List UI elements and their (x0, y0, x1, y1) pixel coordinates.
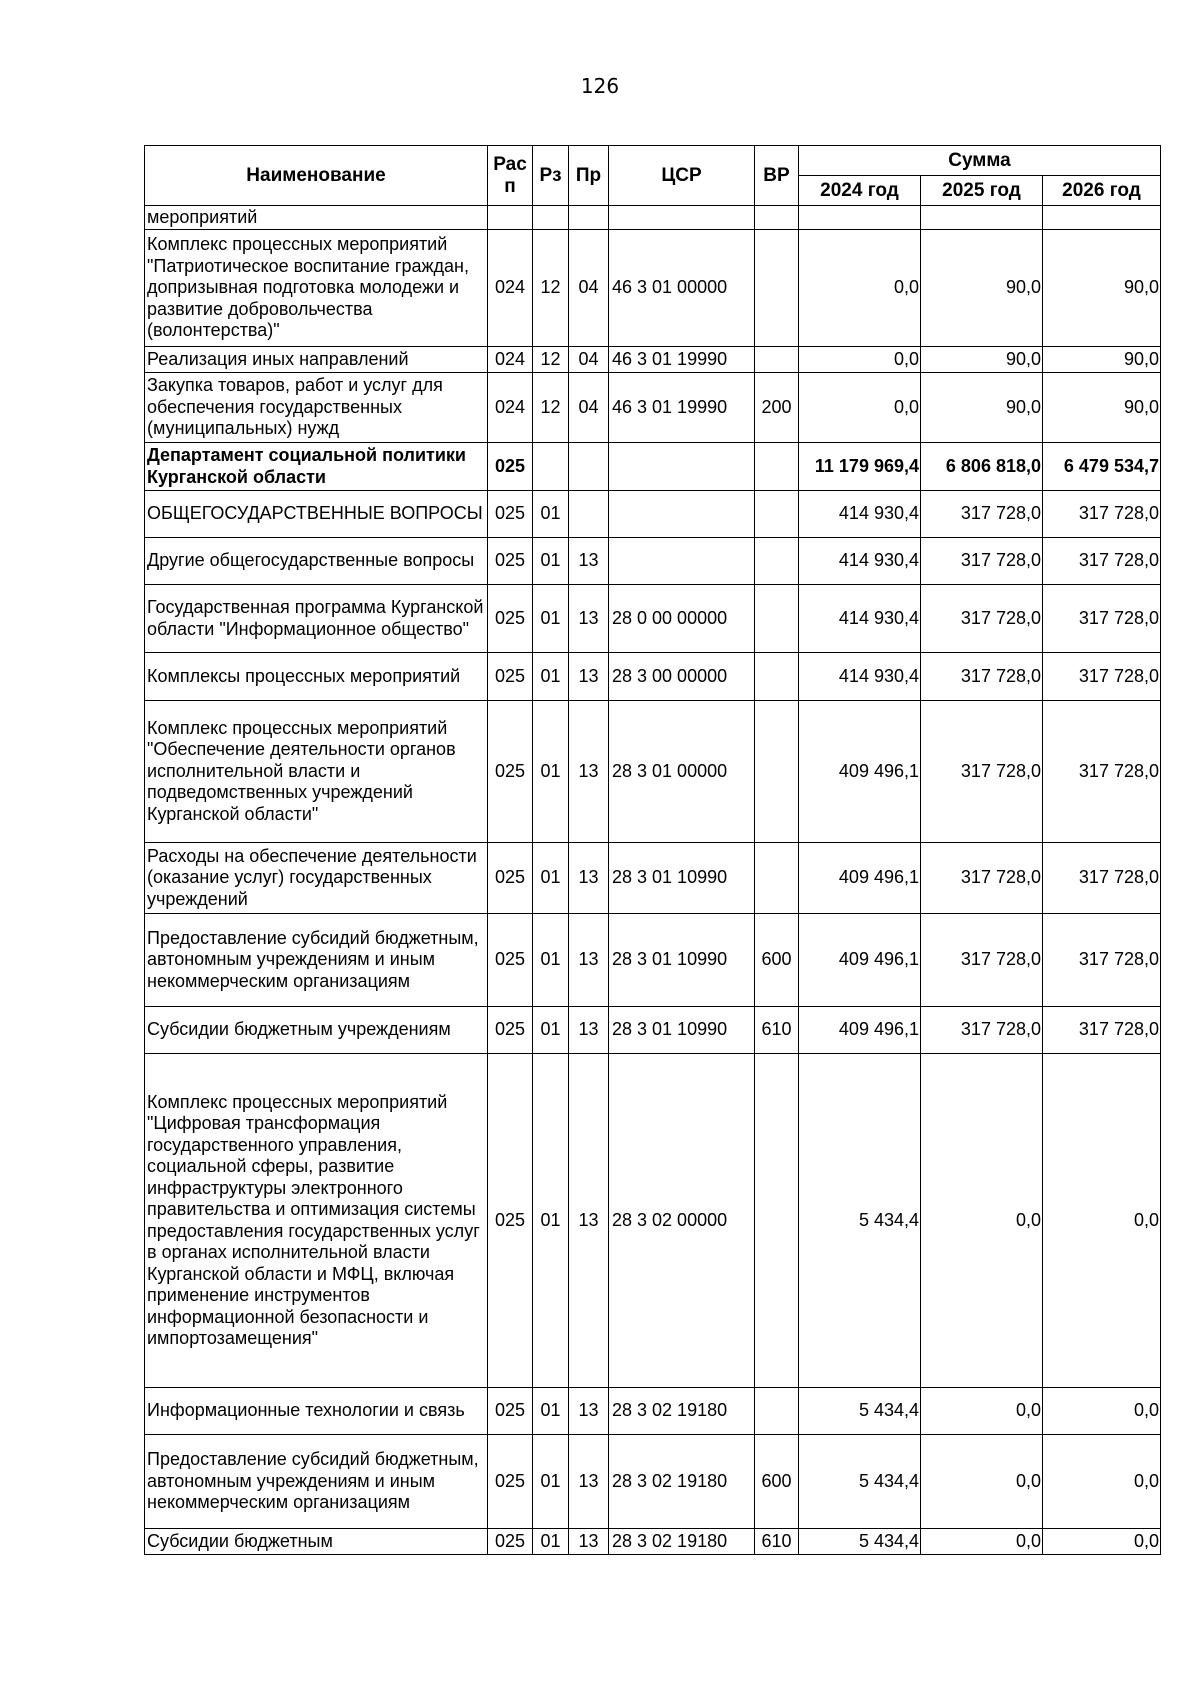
row-name-cell: Комплекс процессных мероприятий "Обеспечение деятельности органов исполнительной власти и подведомственных учреждений Курганской области" (145, 701, 488, 843)
table-row (145, 1388, 1161, 1435)
row-sum-2025-cell: 90,0 (921, 230, 1043, 347)
table-body (145, 206, 1161, 1555)
row-sum-2024-cell: 414 930,4 (799, 491, 921, 538)
row-sum-2025-cell: 0,0 (921, 1054, 1043, 1388)
row-name-cell: ОБЩЕГОСУДАРСТВЕННЫЕ ВОПРОСЫ (145, 491, 488, 538)
row-name-cell: Комплексы процессных мероприятий (145, 653, 488, 701)
row-rz-cell: 01 (533, 653, 569, 701)
row-sum-2025-cell: 317 728,0 (921, 585, 1043, 653)
row-pr-cell: 13 (569, 1388, 609, 1435)
row-sum-2024-cell: 414 930,4 (799, 538, 921, 585)
row-rz-cell: 01 (533, 1007, 569, 1054)
row-sum-2025-cell: 0,0 (921, 1388, 1043, 1435)
row-sum-2026-cell: 317 728,0 (1043, 653, 1161, 701)
row-csr-cell (609, 443, 755, 491)
row-rasp-cell: 025 (488, 1388, 533, 1435)
row-sum-2026-cell: 317 728,0 (1043, 843, 1161, 914)
row-sum-2026-cell: 0,0 (1043, 1435, 1161, 1529)
row-vr-cell (755, 230, 799, 347)
row-csr-cell: 46 3 01 19990 (609, 347, 755, 373)
row-sum-2026-cell: 317 728,0 (1043, 585, 1161, 653)
row-sum-2024-cell: 5 434,4 (799, 1529, 921, 1555)
row-rasp-cell: 025 (488, 538, 533, 585)
page-number: 126 (580, 74, 620, 98)
row-name-cell: Субсидии бюджетным (145, 1529, 488, 1555)
row-sum-2025-cell: 317 728,0 (921, 843, 1043, 914)
header-rasp: Рас п (488, 146, 533, 206)
row-pr-cell: 04 (569, 373, 609, 443)
row-pr-cell: 13 (569, 914, 609, 1007)
row-csr-cell: 28 3 01 10990 (609, 1007, 755, 1054)
row-vr-cell (755, 843, 799, 914)
row-sum-2025-cell: 90,0 (921, 373, 1043, 443)
row-csr-cell: 28 3 02 00000 (609, 1054, 755, 1388)
row-sum-2025-cell: 317 728,0 (921, 701, 1043, 843)
table-row (145, 1054, 1161, 1388)
row-rasp-cell: 025 (488, 1007, 533, 1054)
table-row (145, 206, 1161, 230)
row-name-cell: Информационные технологии и связь (145, 1388, 488, 1435)
table-header (145, 146, 1161, 206)
row-pr-cell: 13 (569, 843, 609, 914)
table-row (145, 443, 1161, 491)
row-sum-2024-cell: 409 496,1 (799, 914, 921, 1007)
row-rz-cell: 01 (533, 914, 569, 1007)
row-rasp-cell: 024 (488, 347, 533, 373)
row-sum-2025-cell: 317 728,0 (921, 1007, 1043, 1054)
row-pr-cell: 13 (569, 1054, 609, 1388)
row-rasp-cell: 025 (488, 1435, 533, 1529)
row-sum-2025-cell: 317 728,0 (921, 914, 1043, 1007)
row-vr-cell (755, 701, 799, 843)
row-sum-2026-cell: 0,0 (1043, 1054, 1161, 1388)
row-rasp-cell: 025 (488, 491, 533, 538)
row-name-cell: Комплекс процессных мероприятий "Цифровая трансформация государственного управления, социальной сферы, развитие инфраструктуры электронного правительства и оптимизация системы предоставления государственных услуг в органах исполнительной власти Курганской области и МФЦ, включая применение инструментов информационной безопасности и импортозамещения" (145, 1054, 488, 1388)
row-sum-2025-cell: 90,0 (921, 347, 1043, 373)
table-row (145, 347, 1161, 373)
row-name-cell: Департамент социальной политики Курганской области (145, 443, 488, 491)
row-csr-cell: 28 3 02 19180 (609, 1388, 755, 1435)
row-rasp-cell: 025 (488, 653, 533, 701)
row-name-cell: Предоставление субсидий бюджетным, автономным учреждениям и иным некоммерческим организациям (145, 914, 488, 1007)
table-row (145, 914, 1161, 1007)
row-pr-cell: 04 (569, 347, 609, 373)
header-sum: Сумма (799, 146, 1161, 176)
row-sum-2026-cell: 0,0 (1043, 1529, 1161, 1555)
row-vr-cell (755, 443, 799, 491)
row-rz-cell: 01 (533, 1435, 569, 1529)
row-name-cell: Другие общегосударственные вопросы (145, 538, 488, 585)
row-sum-2025-cell: 0,0 (921, 1435, 1043, 1529)
row-sum-2026-cell: 0,0 (1043, 1388, 1161, 1435)
row-pr-cell: 13 (569, 1007, 609, 1054)
row-name-cell: Государственная программа Курганской области "Информационное общество" (145, 585, 488, 653)
row-csr-cell: 28 3 02 19180 (609, 1435, 755, 1529)
row-sum-2024-cell: 5 434,4 (799, 1054, 921, 1388)
row-vr-cell (755, 653, 799, 701)
row-csr-cell: 28 3 01 10990 (609, 914, 755, 1007)
header-rz: Рз (533, 146, 569, 206)
row-pr-cell: 13 (569, 538, 609, 585)
row-csr-cell: 28 3 00 00000 (609, 653, 755, 701)
row-sum-2024-cell: 0,0 (799, 230, 921, 347)
row-csr-cell: 28 3 01 00000 (609, 701, 755, 843)
table-row (145, 1529, 1161, 1555)
row-rasp-cell: 025 (488, 585, 533, 653)
row-name-cell: Расходы на обеспечение деятельности (оказание услуг) государственных учреждений (145, 843, 488, 914)
row-rz-cell: 01 (533, 585, 569, 653)
row-vr-cell: 600 (755, 914, 799, 1007)
row-sum-2025-cell: 317 728,0 (921, 491, 1043, 538)
header-csr: ЦСР (609, 146, 755, 206)
row-rz-cell: 01 (533, 701, 569, 843)
row-sum-2025-cell: 317 728,0 (921, 653, 1043, 701)
row-rz-cell: 01 (533, 1054, 569, 1388)
row-pr-cell: 13 (569, 701, 609, 843)
row-rasp-cell: 024 (488, 230, 533, 347)
row-vr-cell (755, 347, 799, 373)
row-rasp-cell: 024 (488, 373, 533, 443)
row-rz-cell: 01 (533, 1388, 569, 1435)
row-csr-cell: 28 3 01 10990 (609, 843, 755, 914)
row-sum-2025-cell (921, 206, 1043, 230)
row-csr-cell (609, 206, 755, 230)
row-pr-cell: 13 (569, 1529, 609, 1555)
row-vr-cell (755, 1054, 799, 1388)
row-csr-cell: 28 0 00 00000 (609, 585, 755, 653)
row-sum-2026-cell: 6 479 534,7 (1043, 443, 1161, 491)
table-row (145, 653, 1161, 701)
table-row (145, 1435, 1161, 1529)
row-sum-2025-cell: 6 806 818,0 (921, 443, 1043, 491)
row-rz-cell (533, 443, 569, 491)
row-rasp-cell: 025 (488, 443, 533, 491)
row-name-cell: Комплекс процессных мероприятий "Патриотическое воспитание граждан, допризывная подготовка молодежи и развитие добровольчества (волонтерства)" (145, 230, 488, 347)
row-rz-cell: 12 (533, 373, 569, 443)
row-rz-cell: 01 (533, 538, 569, 585)
row-vr-cell: 200 (755, 373, 799, 443)
row-sum-2025-cell: 0,0 (921, 1529, 1043, 1555)
row-name-cell: Предоставление субсидий бюджетным, автономным учреждениям и иным некоммерческим организациям (145, 1435, 488, 1529)
row-sum-2026-cell: 90,0 (1043, 373, 1161, 443)
row-sum-2024-cell: 11 179 969,4 (799, 443, 921, 491)
table-row (145, 538, 1161, 585)
row-rasp-cell: 025 (488, 701, 533, 843)
table-row (145, 585, 1161, 653)
row-sum-2024-cell: 414 930,4 (799, 653, 921, 701)
row-sum-2024-cell: 409 496,1 (799, 1007, 921, 1054)
table-row (145, 1007, 1161, 1054)
row-name-cell: Реализация иных направлений (145, 347, 488, 373)
row-sum-2024-cell: 5 434,4 (799, 1435, 921, 1529)
table-row (145, 373, 1161, 443)
row-pr-cell: 13 (569, 653, 609, 701)
row-pr-cell: 13 (569, 1435, 609, 1529)
row-csr-cell: 46 3 01 19990 (609, 373, 755, 443)
row-csr-cell: 28 3 02 19180 (609, 1529, 755, 1555)
row-name-cell: мероприятий (145, 206, 488, 230)
row-pr-cell (569, 206, 609, 230)
row-vr-cell: 600 (755, 1435, 799, 1529)
row-rz-cell: 12 (533, 347, 569, 373)
row-sum-2024-cell: 409 496,1 (799, 843, 921, 914)
row-pr-cell (569, 491, 609, 538)
row-name-cell: Закупка товаров, работ и услуг для обеспечения государственных (муниципальных) нужд (145, 373, 488, 443)
row-csr-cell (609, 491, 755, 538)
row-sum-2024-cell: 5 434,4 (799, 1388, 921, 1435)
row-sum-2026-cell: 317 728,0 (1043, 914, 1161, 1007)
row-sum-2026-cell: 90,0 (1043, 347, 1161, 373)
budget-table (144, 145, 1161, 1555)
row-sum-2026-cell: 317 728,0 (1043, 701, 1161, 843)
row-rasp-cell: 025 (488, 914, 533, 1007)
row-rasp-cell: 025 (488, 1054, 533, 1388)
row-csr-cell: 46 3 01 00000 (609, 230, 755, 347)
row-csr-cell (609, 538, 755, 585)
row-rz-cell: 12 (533, 230, 569, 347)
row-sum-2024-cell (799, 206, 921, 230)
row-vr-cell (755, 1388, 799, 1435)
row-vr-cell (755, 585, 799, 653)
row-rz-cell: 01 (533, 491, 569, 538)
header-vr: ВР (755, 146, 799, 206)
header-name: Наименование (145, 146, 488, 206)
row-pr-cell: 04 (569, 230, 609, 347)
row-sum-2024-cell: 0,0 (799, 373, 921, 443)
header-pr: Пр (569, 146, 609, 206)
row-vr-cell (755, 491, 799, 538)
row-rasp-cell: 025 (488, 1529, 533, 1555)
row-name-cell: Субсидии бюджетным учреждениям (145, 1007, 488, 1054)
header-year-2024: 2024 год (799, 176, 921, 206)
row-vr-cell (755, 206, 799, 230)
table-row (145, 491, 1161, 538)
row-sum-2026-cell: 317 728,0 (1043, 1007, 1161, 1054)
row-rz-cell: 01 (533, 1529, 569, 1555)
table-row (145, 843, 1161, 914)
row-pr-cell: 13 (569, 585, 609, 653)
row-sum-2025-cell: 317 728,0 (921, 538, 1043, 585)
row-sum-2026-cell: 90,0 (1043, 230, 1161, 347)
row-sum-2026-cell: 317 728,0 (1043, 491, 1161, 538)
row-sum-2024-cell: 409 496,1 (799, 701, 921, 843)
header-year-2025: 2025 год (921, 176, 1043, 206)
row-vr-cell: 610 (755, 1529, 799, 1555)
table-row (145, 230, 1161, 347)
header-year-2026: 2026 год (1043, 176, 1161, 206)
table-row (145, 701, 1161, 843)
row-rz-cell: 01 (533, 843, 569, 914)
row-vr-cell: 610 (755, 1007, 799, 1054)
row-sum-2026-cell: 317 728,0 (1043, 538, 1161, 585)
row-rasp-cell: 025 (488, 843, 533, 914)
row-pr-cell (569, 443, 609, 491)
row-rasp-cell (488, 206, 533, 230)
row-vr-cell (755, 538, 799, 585)
row-sum-2024-cell: 0,0 (799, 347, 921, 373)
row-rz-cell (533, 206, 569, 230)
row-sum-2024-cell: 414 930,4 (799, 585, 921, 653)
row-sum-2026-cell (1043, 206, 1161, 230)
